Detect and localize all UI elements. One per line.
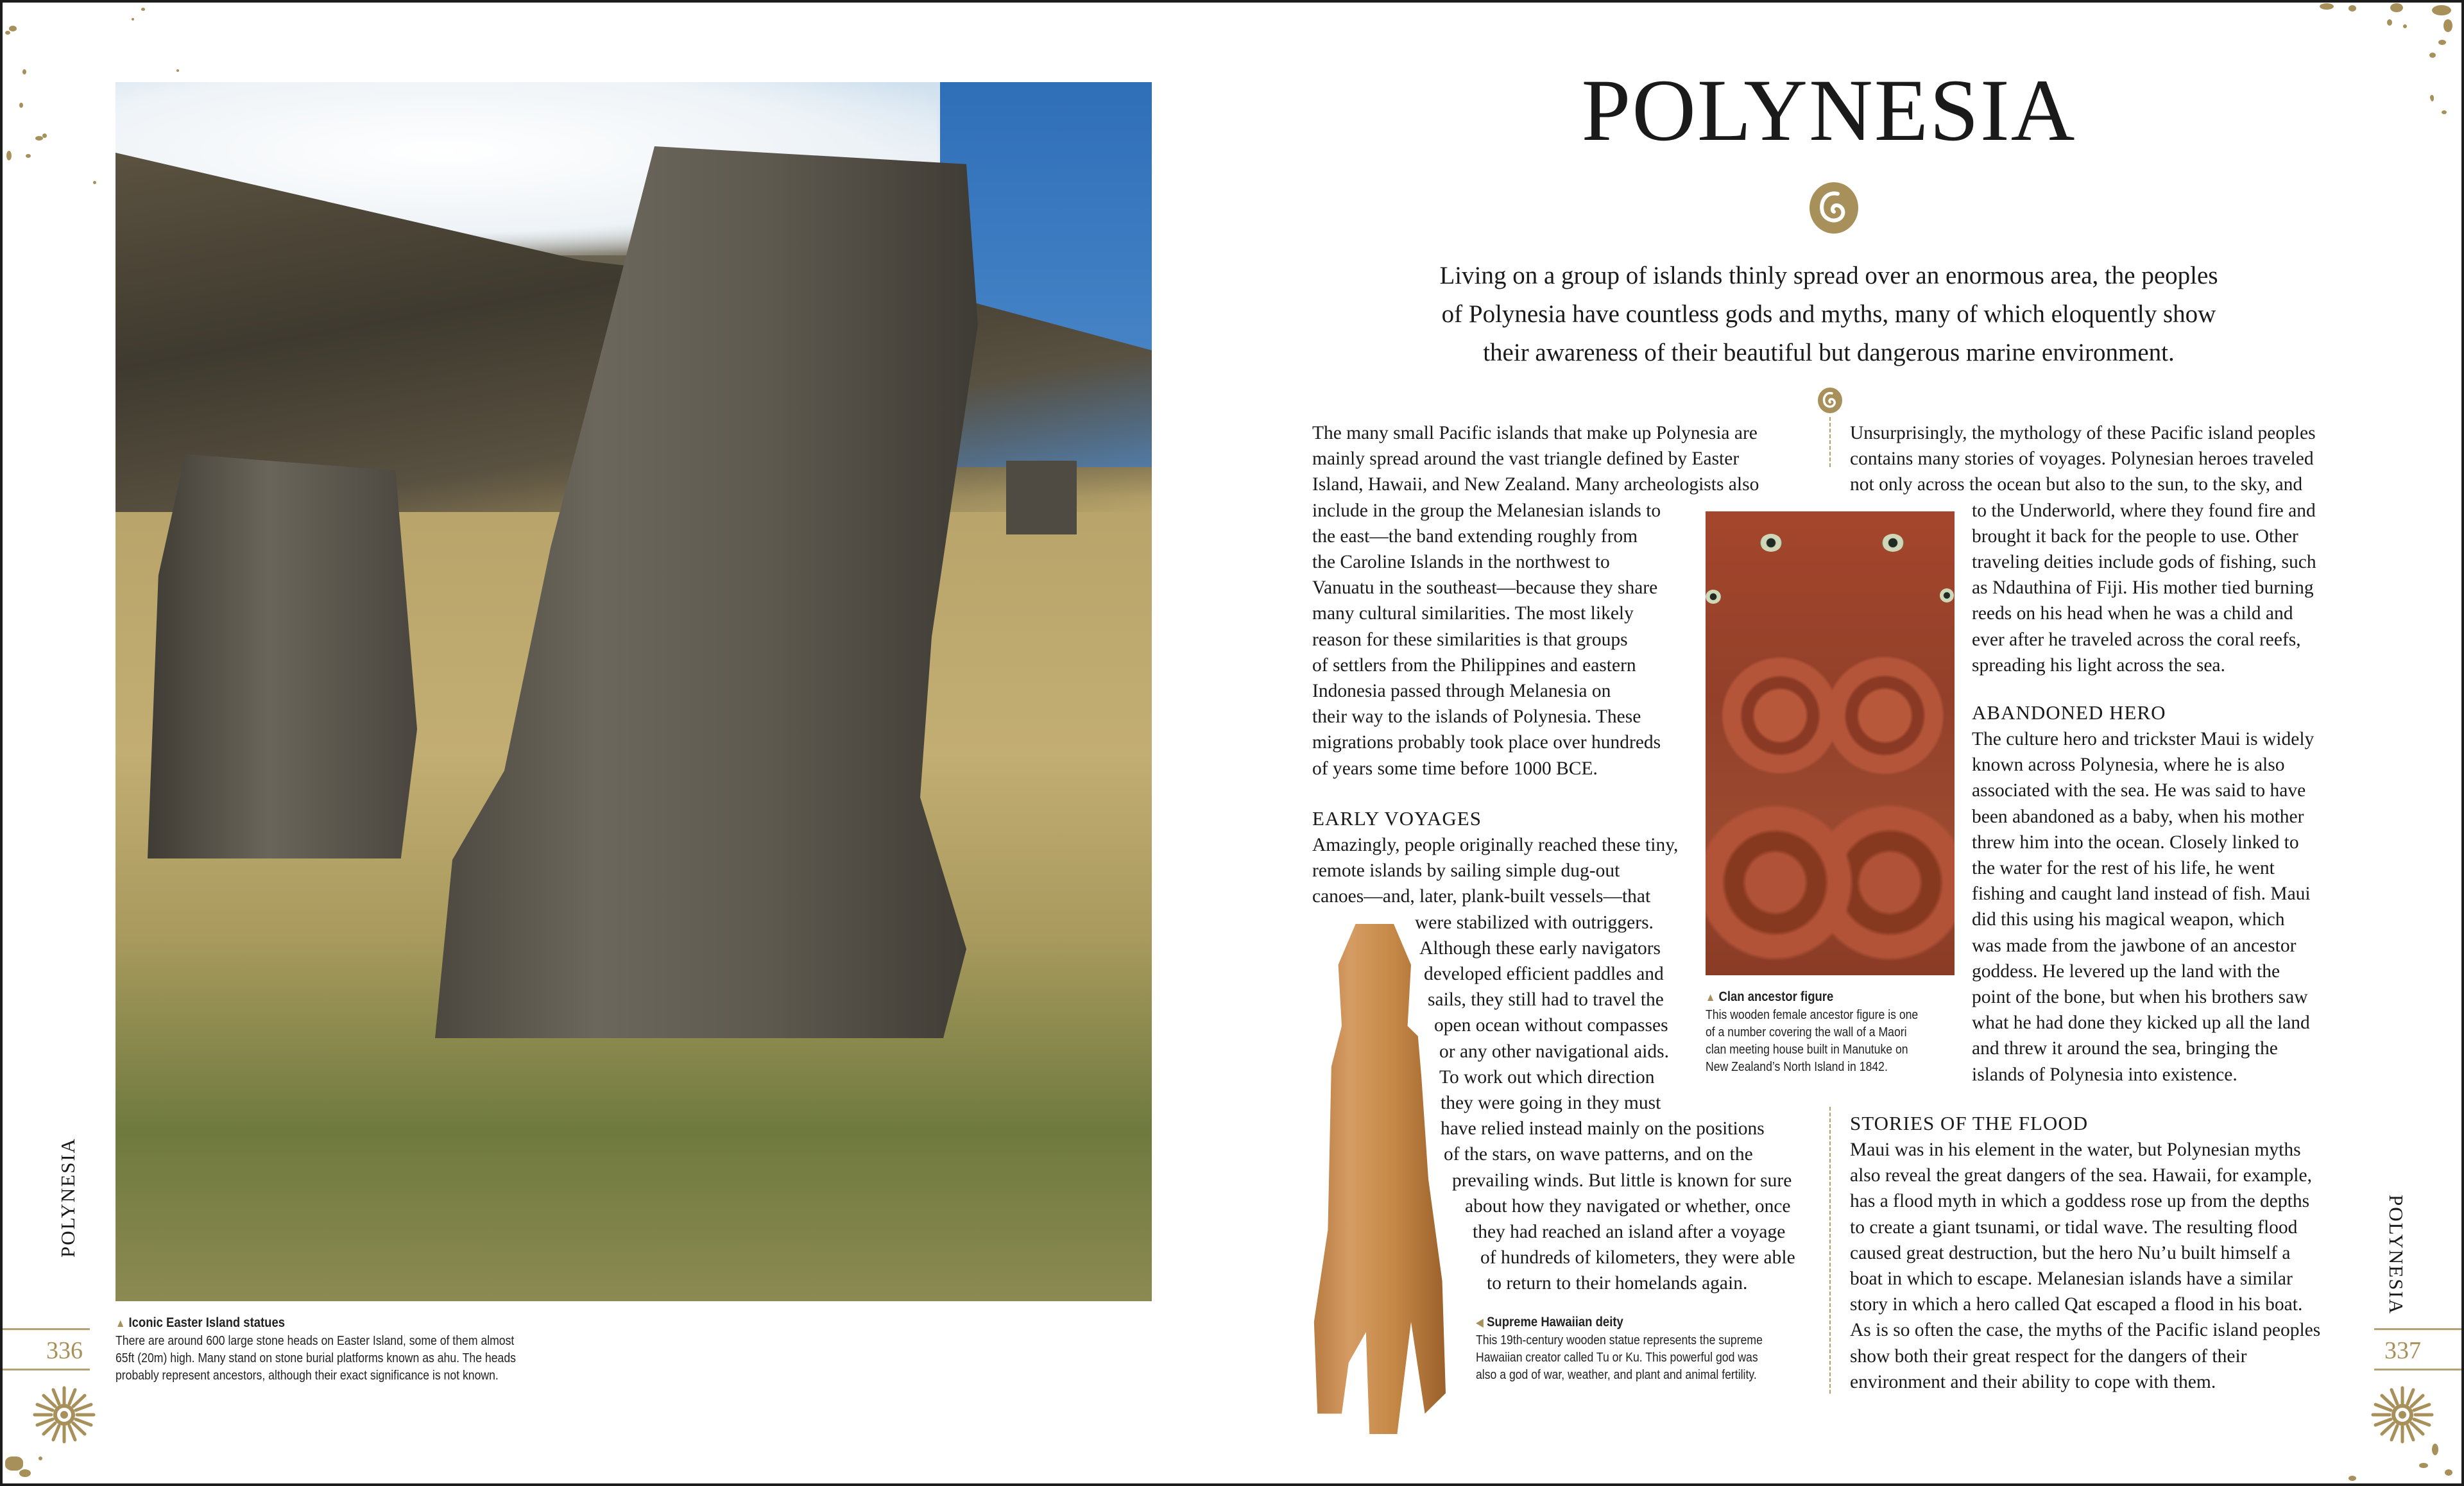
body-line: many cultural similarities. The most likely — [1312, 603, 1634, 624]
body-line: were stabilized with outriggers. — [1415, 912, 1654, 933]
body-line: open ocean without compasses — [1434, 1015, 1668, 1036]
body-line: The culture hero and trickster Maui is widely — [1972, 729, 2314, 749]
body-line: Maui was in his element in the water, but Polynesian myths — [1850, 1140, 2301, 1160]
caption-pointer-up-icon: ▲ — [1706, 991, 1716, 1003]
body-line: goddess. He levered up the land with the — [1972, 961, 2280, 982]
page-number-left: 336 — [46, 1337, 83, 1364]
carving-caption — [1706, 988, 1965, 1075]
caption-line: This 19th-century wooden statue represents the supreme — [1476, 1333, 1763, 1347]
body-line: The many small Pacific islands that make up Polynesia are — [1312, 423, 1758, 443]
section-heading-stories-of-the-flood: STORIES OF THE FLOOD — [1850, 1112, 2089, 1134]
section-stories-of-the-flood — [1850, 1110, 2350, 1395]
small-spiral-icon — [1817, 386, 1844, 414]
body-line: point of the bone, but when his brothers saw — [1972, 987, 2308, 1008]
intro-line: Living on a group of islands thinly spread over an enormous area, the peoples — [1439, 262, 2218, 289]
body-line: reeds on his head when he was a child and — [1972, 603, 2293, 624]
caption-line: 65ft (20m) high. Many stand on stone burial platforms known as ahu. The heads — [116, 1351, 516, 1365]
caption-line: clan meeting house built in Manutuke on — [1706, 1042, 1908, 1057]
body-line: caused great destruction, but the hero Nu’u built himself a — [1850, 1242, 2291, 1263]
shell-eye — [1760, 534, 1782, 552]
body-column-2 — [1850, 420, 2350, 678]
body-line: was made from the jawbone of an ancestor — [1972, 935, 2297, 956]
shell-eye — [1706, 590, 1721, 604]
body-line: of settlers from the Philippines and eastern — [1312, 654, 1636, 676]
caption-line: also a god of war, weather, and plant and animal fertility. — [1476, 1367, 1757, 1382]
body-line: mainly spread around the vast triangle defined by Easter — [1312, 448, 1740, 470]
body-line: known across Polynesia, where he is also — [1972, 755, 2285, 776]
body-line: of years some time before 1000 BCE. — [1312, 758, 1598, 779]
caption-line: of a number covering the wall of a Maori — [1706, 1025, 1907, 1039]
body-line: to the Underworld, where they found fire and — [1972, 500, 2316, 521]
folio-rule — [2374, 1328, 2464, 1330]
body-line: remote islands by sailing simple dug-out — [1312, 860, 1620, 882]
body-line: Island, Hawaii, and New Zealand. Many archeologists also — [1312, 474, 1759, 495]
section-abandoned-hero — [1972, 699, 2357, 1088]
body-line: ever after he traveled across the coral reefs, — [1972, 629, 2301, 650]
body-line: to create a giant tsunami, or tidal wave. The resulting flood — [1850, 1217, 2298, 1238]
body-line: Unsurprisingly, the mythology of these Pacific island peoples — [1850, 423, 2316, 443]
easter-island-moai-photo — [116, 82, 1152, 1301]
folio-rule — [2374, 1369, 2464, 1371]
body-line: or any other navigational aids. — [1439, 1041, 1669, 1062]
page-title: POLYNESIA — [1581, 61, 2076, 159]
body-line: spreading his light across the sea. — [1972, 654, 2225, 676]
caption-title: Iconic Easter Island statues — [128, 1315, 286, 1330]
body-line: prevailing winds. But little is known for sure — [1452, 1170, 1792, 1191]
body-line: fishing and caught land instead of fish. Maui — [1972, 884, 2311, 905]
body-line: about how they navigated or whether, once — [1465, 1195, 1791, 1217]
body-line: has a flood myth in which a goddess rose up from the depths — [1850, 1191, 2310, 1212]
body-line: Vanuatu in the southeast—because they share — [1312, 577, 1658, 599]
body-line: the east—the band extending roughly from — [1312, 525, 1638, 547]
body-line: Amazingly, people originally reached these tiny, — [1312, 835, 1679, 855]
body-line: what he had done they kicked up all the land — [1972, 1012, 2310, 1034]
distant-moai — [1006, 461, 1077, 534]
body-line: traveling deities include gods of fishing, such — [1972, 552, 2316, 573]
body-line: To work out which direction — [1439, 1066, 1655, 1088]
body-line: As is so often the case, the myths of the Pacific island peoples — [1850, 1320, 2321, 1341]
running-head-left: POLYNESIA — [56, 1137, 79, 1258]
body-line: not only across the ocean but also to the sun, to the sky, and — [1850, 474, 2303, 495]
body-line: their way to the islands of Polynesia. These — [1312, 706, 1641, 728]
body-line: Although these early navigators — [1419, 937, 1661, 959]
sun-emblem-icon — [2370, 1386, 2434, 1444]
deity-caption — [1476, 1313, 1807, 1383]
intro-line: their awareness of their beautiful but dangerous marine environment. — [1483, 339, 2175, 366]
wooden-statue — [1290, 924, 1463, 1434]
body-line: contains many stories of voyages. Polynesian heroes traveled — [1850, 448, 2314, 470]
caption-line: There are around 600 large stone heads on Easter Island, some of them almost — [116, 1333, 515, 1348]
body-line: environment and their ability to cope with them. — [1850, 1371, 2216, 1392]
page-number-right: 337 — [2384, 1337, 2421, 1364]
caption-line: Hawaiian creator called Tu or Ku. This powerful god was — [1476, 1350, 1758, 1365]
body-line: Indonesia passed through Melanesia on — [1312, 681, 1611, 702]
moai-caption — [116, 1314, 612, 1384]
body-line: of the stars, on wave patterns, and on the — [1444, 1144, 1753, 1165]
intro-line: of Polynesia have countless gods and myths, many of which eloquently show — [1441, 300, 2216, 328]
sun-emblem-icon — [32, 1386, 96, 1444]
body-line: story in which a hero called Qat escaped a flood in his boat. — [1850, 1294, 2303, 1315]
body-line: islands of Polynesia into existence. — [1972, 1064, 2237, 1085]
section-heading-abandoned-hero: ABANDONED HERO — [1972, 701, 2166, 724]
running-head-right: POLYNESIA — [2385, 1195, 2408, 1315]
body-line: brought it back for the people to use. Other — [1972, 525, 2298, 547]
caption-pointer-left-icon: ◀ — [1476, 1316, 1484, 1329]
body-line: have relied instead mainly on the positions — [1441, 1118, 1765, 1140]
caption-pointer-up-icon: ▲ — [116, 1317, 126, 1329]
body-line: boat in which to escape. Melanesian islands have a similar — [1850, 1268, 2293, 1290]
body-column-1 — [1312, 420, 1759, 781]
column-divider-rule — [1829, 417, 1831, 468]
body-line: threw him into the ocean. Closely linked to — [1972, 832, 2299, 853]
body-line: sails, they still had to travel the — [1428, 989, 1664, 1011]
caption-line: probably represent ancestors, although their exact significance is not known. — [116, 1368, 499, 1383]
body-line: of hundreds of kilometers, they were able — [1480, 1247, 1795, 1268]
caption-line: New Zealand’s North Island in 1842. — [1706, 1059, 1888, 1074]
small-moai-head — [148, 454, 417, 858]
body-line: they were going in they must — [1441, 1093, 1661, 1114]
body-line: they had reached an island after a voyage — [1473, 1222, 1786, 1243]
body-line: also reveal the great dangers of the sea. Hawaii, for example, — [1850, 1165, 2312, 1186]
folio-rule — [0, 1369, 90, 1371]
caption-line: This wooden female ancestor figure is one — [1706, 1007, 1919, 1022]
body-line: reason for these similarities is that groups — [1312, 629, 1628, 650]
column-divider-rule — [1829, 1107, 1831, 1396]
body-line: did this using his magical weapon, which — [1972, 909, 2285, 930]
hawaiian-deity-statue-photo — [1290, 924, 1463, 1434]
body-line: migrations probably took place over hundreds — [1312, 732, 1661, 753]
body-line: associated with the sea. He was said to have — [1972, 780, 2306, 801]
caption-title: Supreme Hawaiian deity — [1487, 1314, 1623, 1329]
body-line: developed efficient paddles and — [1424, 964, 1664, 985]
body-line: and threw it around the sea, bringing the — [1972, 1038, 2278, 1059]
body-line: include in the group the Melanesian islands to — [1312, 500, 1661, 521]
caption-title: Clan ancestor figure — [1718, 989, 1834, 1004]
folio-rule — [0, 1328, 90, 1330]
body-line: the water for the rest of his life, he went — [1972, 858, 2275, 879]
body-line: as Ndauthina of Fiji. His mother tied burning — [1972, 577, 2314, 599]
intro-paragraph — [1373, 257, 2284, 372]
body-line: been abandoned as a baby, when his mother — [1972, 806, 2304, 827]
body-line: canoes—and, later, plank-built vessels—that — [1312, 886, 1651, 907]
body-line: to return to their homelands again. — [1487, 1273, 1748, 1294]
gold-spiral-icon — [1807, 181, 1861, 235]
body-line: the Caroline Islands in the northwest to — [1312, 552, 1610, 573]
section-heading-early-voyages: EARLY VOYAGES — [1312, 807, 1482, 830]
body-line: show both their great respect for the dangers of their — [1850, 1345, 2247, 1367]
